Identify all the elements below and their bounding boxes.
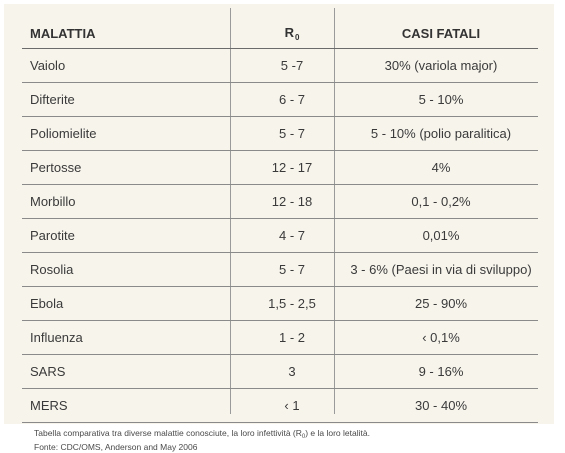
fatal-cell: 30 - 40% — [344, 389, 538, 423]
caption-text-before: Tabella comparativa tra diverse malattie conosciute, la loro infettività (R — [34, 428, 302, 438]
r0-cell: 1,5 - 2,5 — [240, 287, 344, 321]
table-row — [22, 117, 538, 151]
header-fatal: CASI FATALI — [344, 18, 538, 49]
r0-cell: 12 - 17 — [240, 151, 344, 185]
fatal-cell: 0,01% — [344, 219, 538, 253]
header-disease: MALATTIA — [22, 18, 240, 49]
disease-cell: Influenza — [22, 321, 240, 355]
disease-cell: Rosolia — [22, 253, 240, 287]
fatal-cell: 30% (variola major) — [344, 49, 538, 83]
table-panel — [4, 4, 554, 424]
r0-cell: 4 - 7 — [240, 219, 344, 253]
disease-cell: Vaiolo — [22, 49, 240, 83]
disease-cell: SARS — [22, 355, 240, 389]
header-r0 — [240, 18, 344, 49]
caption-text-after: ) e la loro letalità. — [305, 428, 370, 438]
header-r0-subscript: 0 — [294, 32, 300, 42]
fatal-cell: ‹ 0,1% — [344, 321, 538, 355]
table-row — [22, 321, 538, 355]
r0-cell: 3 — [240, 355, 344, 389]
fatal-cell: 25 - 90% — [344, 287, 538, 321]
header-row — [22, 18, 538, 49]
r0-cell: 5 - 7 — [240, 117, 344, 151]
fatal-cell: 9 - 16% — [344, 355, 538, 389]
table-row — [22, 49, 538, 83]
disease-cell: Poliomielite — [22, 117, 240, 151]
table-row — [22, 219, 538, 253]
r0-cell: 1 - 2 — [240, 321, 344, 355]
table-row — [22, 355, 538, 389]
header-r0-main: R — [284, 24, 294, 40]
r0-cell: 5 -7 — [240, 49, 344, 83]
table-row — [22, 151, 538, 185]
disease-cell: Ebola — [22, 287, 240, 321]
table-caption — [34, 428, 370, 452]
r0-cell: 12 - 18 — [240, 185, 344, 219]
table-row — [22, 287, 538, 321]
table-row — [22, 185, 538, 219]
caption-line-description — [34, 428, 370, 442]
r0-cell: 5 - 7 — [240, 253, 344, 287]
r0-cell: 6 - 7 — [240, 83, 344, 117]
caption-line-source: Fonte: CDC/OMS, Anderson and May 2006 — [34, 442, 198, 452]
disease-cell: Parotite — [22, 219, 240, 253]
disease-cell: Pertosse — [22, 151, 240, 185]
table-row — [22, 83, 538, 117]
fatal-cell: 4% — [344, 151, 538, 185]
disease-table — [22, 18, 538, 423]
table-row — [22, 253, 538, 287]
table-body — [22, 49, 538, 423]
fatal-cell: 5 - 10% (polio paralitica) — [344, 117, 538, 151]
disease-cell: Difterite — [22, 83, 240, 117]
fatal-cell: 5 - 10% — [344, 83, 538, 117]
disease-cell: MERS — [22, 389, 240, 423]
table-row — [22, 389, 538, 423]
r0-cell: ‹ 1 — [240, 389, 344, 423]
caption-subscript: 0 — [301, 434, 306, 440]
fatal-cell: 3 - 6% (Paesi in via di sviluppo) — [344, 253, 538, 287]
fatal-cell: 0,1 - 0,2% — [344, 185, 538, 219]
disease-cell: Morbillo — [22, 185, 240, 219]
